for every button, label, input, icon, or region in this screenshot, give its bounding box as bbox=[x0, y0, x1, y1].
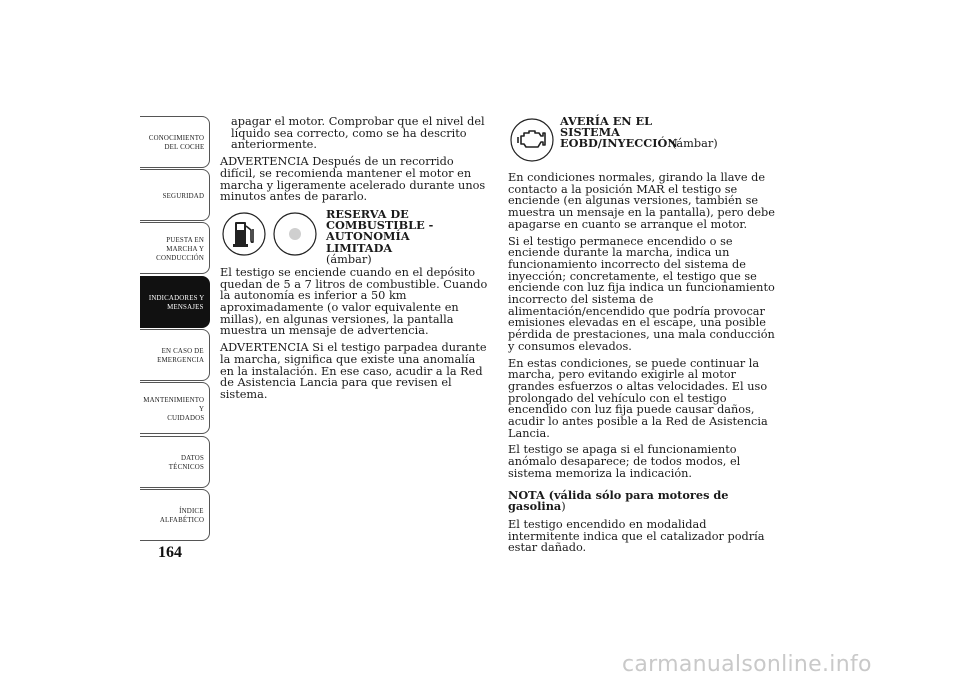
tab-label-line: EMERGENCIA bbox=[156, 355, 204, 364]
left-column bbox=[220, 116, 492, 406]
fuel-reserve-heading: RESERVA DE COMBUSTIBLE - AUTONOMÍA LIMITADA bbox=[326, 206, 434, 255]
tab-datos-tecnicos[interactable] bbox=[140, 436, 210, 488]
tab-label-line: MANTENIMIENTO Y bbox=[143, 394, 204, 413]
tab-indice-alfabetico[interactable] bbox=[140, 489, 210, 541]
fuel-reserve-section-header bbox=[220, 206, 492, 266]
paragraph: El testigo se enciende cuando en el depósito quedan de 5 a 7 litros de combustible. Cuando la autonomía es inferior a 50 km aproximadamente (o valor equivalente en millas), en algunas versiones, la pantalla muestra un mensaje de advertencia. bbox=[220, 265, 488, 338]
fuel-reserve-color bbox=[326, 254, 476, 265]
right-column bbox=[508, 116, 776, 559]
warning-paragraph: ADVERTENCIA Si el testigo parpadea durante la marcha, significa que existe una anomalía en la instalación. En ese caso, acudir a la Red de Asistencia Lancia para que revisen el sistema. bbox=[220, 341, 487, 401]
warning-paragraph: ADVERTENCIA Después de un recorrido difícil, se recomienda mantener el motor en marcha y ligeramente acelerado durante unos minutos antes de pararlo. bbox=[220, 155, 486, 204]
tab-label-line: DATOS TÉCNICOS bbox=[168, 453, 204, 471]
paragraph: El testigo encendido en modalidad intermitente indica que el catalizador podría estar dañado. bbox=[508, 517, 765, 555]
tab-label-line: MENSAJES bbox=[167, 302, 204, 311]
paragraph: En estas condiciones, se puede continuar la marcha, pero evitando exigirle al motor grandes esfuerzos o altas velocidades. El uso prolongado del vehículo con el testigo encendido con luz fija puede causar daños, acudir lo antes posible a la Red de Asistencia Lancia. bbox=[508, 356, 768, 440]
tab-label-line: DEL COCHE bbox=[164, 142, 204, 151]
tab-label-line: ALFABÉTICO bbox=[159, 515, 204, 524]
paragraph: El testigo se apaga si el funcionamiento anómalo desaparece; de todos modos, el sistema memoriza la indicación. bbox=[508, 443, 741, 480]
eobd-heading: AVERÍA EN EL SISTEMA EOBD/INYECCIÓN bbox=[560, 114, 678, 151]
chapter-tabs bbox=[140, 116, 210, 543]
eobd-section-header bbox=[508, 116, 776, 164]
tab-label-line: INDICADORES Y bbox=[148, 293, 204, 302]
tab-conocimiento-del-coche[interactable] bbox=[140, 116, 210, 168]
heading-color-label: (ámbar) bbox=[326, 252, 372, 266]
tab-indicadores-y-mensajes[interactable] bbox=[140, 276, 210, 328]
tab-label-line: PUESTA EN bbox=[166, 234, 204, 244]
note-heading-close: ) bbox=[561, 500, 566, 514]
tab-label-line: EN CASO DE bbox=[161, 346, 204, 355]
tab-label-line: ÍNDICE bbox=[179, 506, 204, 515]
tab-mantenimiento-y-cuidados[interactable] bbox=[140, 382, 210, 434]
tab-label-line: MARCHA Y bbox=[166, 243, 204, 253]
page-number: 164 bbox=[158, 544, 182, 561]
tab-label-line: SEGURIDAD bbox=[162, 190, 204, 200]
check-engine-icon bbox=[508, 116, 556, 164]
paragraph: Si el testigo permanece encendido o se enciende durante la marcha, indica un funcionamiento incorrecto del sistema de inyección; concretamente, el testigo que se enciende con luz fija indica un funcionamiento incorrecto del sistema de alimentación/encendido que podría provocar emisiones elevadas en el escape, una posible pérdida de prestaciones, una mala conducción y consumos elevados. bbox=[508, 234, 775, 353]
watermark: carmanualsonline.info bbox=[622, 652, 872, 677]
fuel-pump-icon bbox=[220, 209, 320, 259]
tab-label-line: CONOCIMIENTO bbox=[148, 133, 204, 142]
heading-color-label: (ámbar) bbox=[672, 137, 718, 151]
tab-label-line: CONDUCCIÓN bbox=[156, 252, 204, 262]
note-heading bbox=[508, 487, 776, 514]
tab-puesta-en-marcha[interactable] bbox=[140, 222, 210, 274]
note-heading-text: NOTA (válida sólo para motores de gasolina bbox=[508, 487, 729, 514]
tab-seguridad[interactable] bbox=[140, 169, 210, 221]
eobd-color bbox=[672, 138, 718, 149]
paragraph: apagar el motor. Comprobar que el nivel del líquido sea correcto, como se ha descrito anteriormente. bbox=[231, 115, 485, 152]
tab-en-caso-de-emergencia[interactable] bbox=[140, 329, 210, 381]
paragraph: En condiciones normales, girando la llave de contacto a la posición MAR el testigo se enciende (en algunas versiones, también se muestra un mensaje en la pantalla), pero debe apagarse en cuanto se arranque el motor. bbox=[508, 171, 775, 231]
tab-label-line: CUIDADOS bbox=[166, 412, 204, 422]
